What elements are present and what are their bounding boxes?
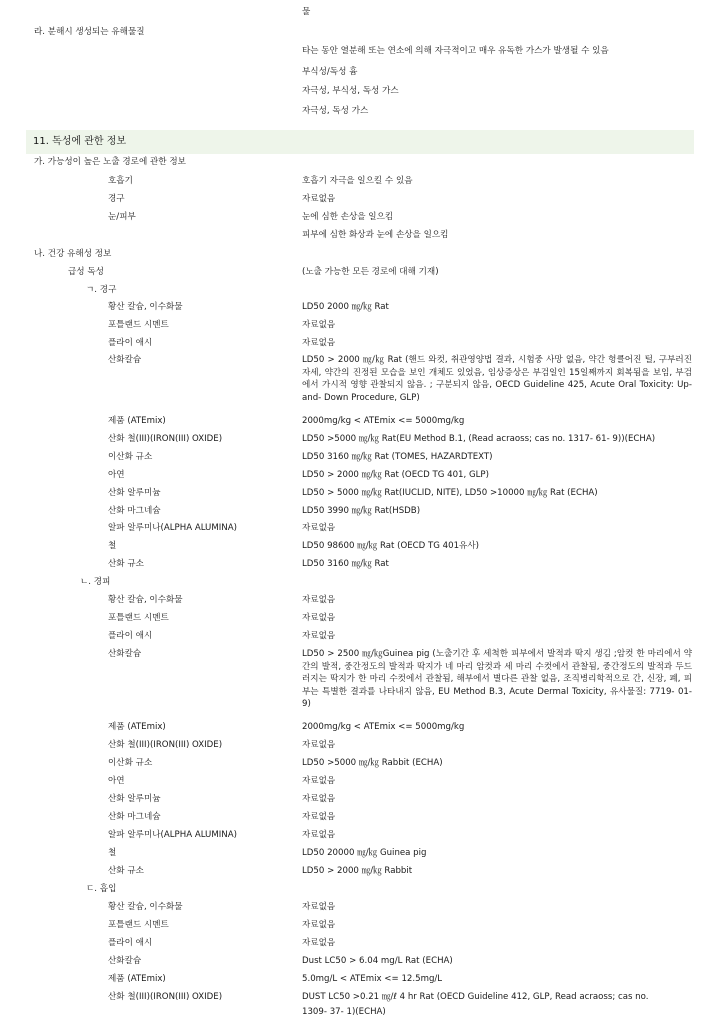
substance-label: 제품 (ATEmix) bbox=[108, 416, 166, 426]
toxicity-value: 자료없음 bbox=[302, 523, 336, 533]
route-label: 눈/피부 bbox=[108, 212, 136, 222]
toxicity-value: LD50 2000 ㎎/㎏ Rat bbox=[302, 302, 389, 312]
toxicity-value: LD50 98600 ㎎/㎏ Rat (OECD TG 401유사) bbox=[302, 541, 480, 551]
toxicity-value: LD50 20000 ㎎/㎏ Guinea pig bbox=[302, 848, 427, 858]
toxicity-value-cont: 1309- 37- 1)(ECHA) bbox=[302, 1007, 386, 1017]
ra-line: 자극성, 독성 가스 bbox=[302, 106, 369, 116]
toxicity-value: DUST LC50 >0.21 ㎎/ℓ 4 hr Rat (OECD Guideline 412, GLP, Read acraoss; cas no. bbox=[302, 992, 649, 1002]
acute-toxicity-label: 급성 독성 bbox=[68, 267, 104, 277]
substance-label: 플라이 애시 bbox=[108, 631, 153, 641]
toxicity-value: LD50 3160 ㎎/㎏ Rat bbox=[302, 559, 389, 569]
substance-label: 포틀랜드 시멘트 bbox=[108, 613, 169, 623]
route-label: 경구 bbox=[108, 194, 125, 204]
subsection-heading-na: 나. 건강 유해성 정보 bbox=[34, 249, 112, 259]
toxicity-value: 자료없음 bbox=[302, 812, 336, 822]
toxicity-value: 자료없음 bbox=[302, 776, 336, 786]
toxicity-value: 자료없음 bbox=[302, 631, 336, 641]
toxicity-value: LD50 > 5000 ㎎/㎏ Rat(IUCLID, NITE), LD50 >10000 ㎎/㎏ Rat (ECHA) bbox=[302, 488, 598, 498]
substance-label: 산화 알루미늄 bbox=[108, 794, 161, 804]
substance-label: 철 bbox=[108, 541, 117, 551]
dermal-heading: ㄴ. 경피 bbox=[80, 577, 111, 587]
overflow-text: 물 bbox=[302, 7, 311, 17]
subsection-heading-ga: 가. 가능성이 높은 노출 경로에 관한 정보 bbox=[34, 157, 186, 167]
toxicity-value: 2000mg/kg < ATEmix <= 5000mg/kg bbox=[302, 416, 465, 426]
substance-label: 황산 칼슘, 이수화물 bbox=[108, 902, 183, 912]
substance-label: 포틀랜드 시멘트 bbox=[108, 320, 169, 330]
substance-label: 이산화 규소 bbox=[108, 452, 153, 462]
toxicity-value: 자료없음 bbox=[302, 338, 336, 348]
substance-label: 산화 마그네슘 bbox=[108, 506, 161, 516]
substance-label: 산화 철(III)(IRON(III) OXIDE) bbox=[108, 434, 223, 444]
toxicity-value: 자료없음 bbox=[302, 595, 336, 605]
toxicity-value: LD50 3160 ㎎/㎏ Rat (TOMES, HAZARDTEXT) bbox=[302, 452, 493, 462]
ra-line: 타는 동안 열분해 또는 연소에 의해 자극적이고 매우 유독한 가스가 발생될 수 있음 bbox=[302, 46, 609, 56]
toxicity-value: 자료없음 bbox=[302, 794, 336, 804]
route-value: 자료없음 bbox=[302, 194, 336, 204]
section-title: 11. 독성에 관한 정보 bbox=[33, 136, 127, 147]
substance-label: 산화 규소 bbox=[108, 559, 144, 569]
substance-label: 알파 알루미나(ALPHA ALUMINA) bbox=[108, 830, 237, 840]
toxicity-value: 자료없음 bbox=[302, 920, 336, 930]
acute-toxicity-note: (노출 가능한 모든 경로에 대해 기재) bbox=[302, 267, 439, 277]
toxicity-value: 자료없음 bbox=[302, 613, 336, 623]
substance-label: 플라이 애시 bbox=[108, 338, 153, 348]
substance-label: 아연 bbox=[108, 776, 125, 786]
substance-label: 산화 알루미늄 bbox=[108, 488, 161, 498]
substance-label: 제품 (ATEmix) bbox=[108, 974, 166, 984]
ra-line: 자극성, 부식성, 독성 가스 bbox=[302, 86, 399, 96]
substance-label: 포틀랜드 시멘트 bbox=[108, 920, 169, 930]
toxicity-value: LD50 > 2000 ㎎/㎏ Rat (핸드 와컷, 취관영양법 결과, 시험중 사망 없음, 약간 헝클어진 털, 구부러진 자세, 약간의 진정된 모습을 보인 개체도 있었음, 임상증상은 부검일인 15일째까지 회복됨을 보임, 부검에서 가시적 영향 관찰되지 않음. ; 구분되지 않음, OECD Guideline 425, Acute Oral Toxicity: Up- and- Down Procedure, GLP) bbox=[302, 355, 692, 403]
substance-label: 철 bbox=[108, 848, 117, 858]
toxicity-value: 자료없음 bbox=[302, 740, 336, 750]
substance-label: 황산 칼슘, 이수화물 bbox=[108, 302, 183, 312]
substance-label: 산화칼슘 bbox=[108, 649, 142, 659]
route-value: 눈에 심한 손상을 일으킴 bbox=[302, 212, 394, 222]
toxicity-value: LD50 > 2500 ㎎/㎏Guinea pig (노출기간 후 세척한 피부에서 발적과 딱지 생김 ;암컷 한 마리에서 약간의 발적, 중간정도의 발적과 딱지가 네 마리 암컷과 세 마리 수컷에서 관찰됨, 중간정도의 발적과 두드러지는 딱지가 한 마리 수컷에서 관찰됨, 해부에서 별다른 관찰 없음, 조직병리학적으로 간, 신장, 폐, 피부는 특별한 결과를 나타내지 않음, EU Method B.3, Acute Dermal Toxicity, 유사물질: 7719- 01- 9) bbox=[302, 649, 692, 710]
toxicity-value: Dust LC50 > 6.04 mg/L Rat (ECHA) bbox=[302, 956, 453, 966]
substance-label: 산화칼슘 bbox=[108, 355, 142, 365]
substance-label: 이산화 규소 bbox=[108, 758, 153, 768]
substance-label: 산화 철(III)(IRON(III) OXIDE) bbox=[108, 740, 223, 750]
toxicity-value: 2000mg/kg < ATEmix <= 5000mg/kg bbox=[302, 722, 465, 732]
substance-label: 플라이 애시 bbox=[108, 938, 153, 948]
substance-label: 산화 마그네슘 bbox=[108, 812, 161, 822]
toxicity-value: 자료없음 bbox=[302, 902, 336, 912]
substance-label: 황산 칼슘, 이수화물 bbox=[108, 595, 183, 605]
toxicity-value: 5.0mg/L < ATEmix <= 12.5mg/L bbox=[302, 974, 443, 984]
subsection-heading-ra: 라. 분해시 생성되는 유해물질 bbox=[34, 27, 145, 37]
substance-label: 아연 bbox=[108, 470, 125, 480]
route-label: 호흡기 bbox=[108, 176, 133, 186]
substance-label: 산화 철(III)(IRON(III) OXIDE) bbox=[108, 992, 223, 1002]
toxicity-value: LD50 3990 ㎎/㎏ Rat(HSDB) bbox=[302, 506, 421, 516]
toxicity-value: 자료없음 bbox=[302, 830, 336, 840]
route-value: 호흡기 자극을 일으킬 수 있음 bbox=[302, 176, 413, 186]
section-header bbox=[26, 130, 694, 154]
route-value: 피부에 심한 화상과 눈에 손상을 일으킴 bbox=[302, 230, 449, 240]
toxicity-value: LD50 > 2000 ㎎/㎏ Rat (OECD TG 401, GLP) bbox=[302, 470, 489, 480]
substance-label: 산화 규소 bbox=[108, 866, 144, 876]
toxicity-value: 자료없음 bbox=[302, 938, 336, 948]
oral-heading: ㄱ. 경구 bbox=[86, 285, 117, 295]
substance-label: 제품 (ATEmix) bbox=[108, 722, 166, 732]
toxicity-value: LD50 > 2000 ㎎/㎏ Rabbit bbox=[302, 866, 413, 876]
toxicity-value: LD50 >5000 ㎎/㎏ Rat(EU Method B.1, (Read acraoss; cas no. 1317- 61- 9))(ECHA) bbox=[302, 434, 656, 444]
ra-line: 부식성/독성 흄 bbox=[302, 67, 358, 77]
substance-label: 알파 알루미나(ALPHA ALUMINA) bbox=[108, 523, 237, 533]
substance-label: 산화칼슘 bbox=[108, 956, 142, 966]
inhalation-heading: ㄷ. 흡입 bbox=[86, 884, 117, 894]
toxicity-value: LD50 >5000 ㎎/㎏ Rabbit (ECHA) bbox=[302, 758, 443, 768]
toxicity-value: 자료없음 bbox=[302, 320, 336, 330]
